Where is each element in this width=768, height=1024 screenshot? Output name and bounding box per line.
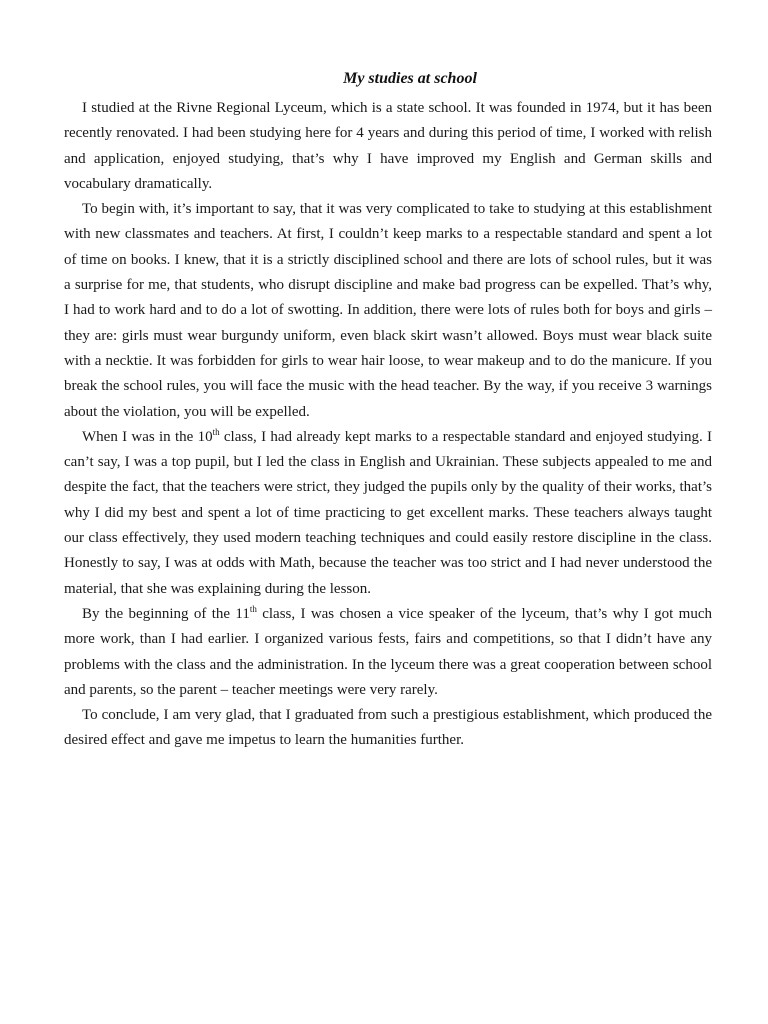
paragraph-eleventh-class xyxy=(64,602,712,703)
document-body xyxy=(64,96,712,754)
ordinal-suffix: th xyxy=(249,603,257,614)
document-title: My studies at school xyxy=(343,70,477,87)
paragraph-tenth-class xyxy=(64,425,712,602)
paragraph-intro: I studied at the Rivne Regional Lyceum, which is a state school. It was founded in 1974, but it has been recently renovated. I had been studying here for 4 years and during this period of time, I worked with relish and application, enjoyed studying, that’s why I have improved my English and German skills and vocabulary dramatically. xyxy=(64,100,712,192)
paragraph-eleventh-class-rest: class, I was chosen a vice speaker of the lyceum, that’s why I got much more work, than I had earlier. I organized various fests, fairs and competitions, so that I didn’t have any problems with the class and the administration. In the lyceum there was a great cooperation between school and parents, so the parent – teacher meetings were very rarely. xyxy=(64,605,712,698)
paragraph-tenth-class-rest: class, I had already kept marks to a respectable standard and enjoyed studying. I can’t say, I was a top pupil, but I led the class in English and Ukrainian. These subjects appealed to me and despite the fact, that the teachers were strict, they judged the pupils only by the quality of their works, that’s why I did my best and spent a lot of time practicing to get excellent marks. These teachers always taught our class effectively, they used modern teaching techniques and could easily restore discipline in the class. Honestly to say, I was at odds with Math, because the teacher was too strict and I had never understood the material, that she was explaining during the lesson. xyxy=(64,428,712,597)
paragraph-conclusion: To conclude, I am very glad, that I graduated from such a prestigious establishment, which produced the desired effect and gave me impetus to learn the humanities further. xyxy=(64,707,712,749)
paragraph-tenth-class-start: When I was in the 10 xyxy=(82,428,213,445)
ordinal-suffix: th xyxy=(212,426,220,437)
paragraph-eleventh-class-start: By the beginning of the 11 xyxy=(82,605,250,622)
paragraph-beginning: To begin with, it’s important to say, that it was very complicated to take to studying at this establishment with new classmates and teachers. At first, I couldn’t keep marks to a respectable standard and spent a lot of time on books. I knew, that it is a strictly disciplined school and there are lots of school rules, but it was a surprise for me, that students, who disrupt discipline and make bad progress can be expelled. That’s why, I had to work hard and to do a lot of swotting. In addition, there were lots of rules both for boys and girls – they are: girls must wear burgundy uniform, even black skirt wasn’t allowed. Boys must wear black suite with a necktie. It was forbidden for girls to wear hair loose, to wear makeup and to do the manicure. If you break the school rules, you will face the music with the head teacher. By the way, if you receive 3 warnings about the violation, you will be expelled. xyxy=(64,201,712,420)
